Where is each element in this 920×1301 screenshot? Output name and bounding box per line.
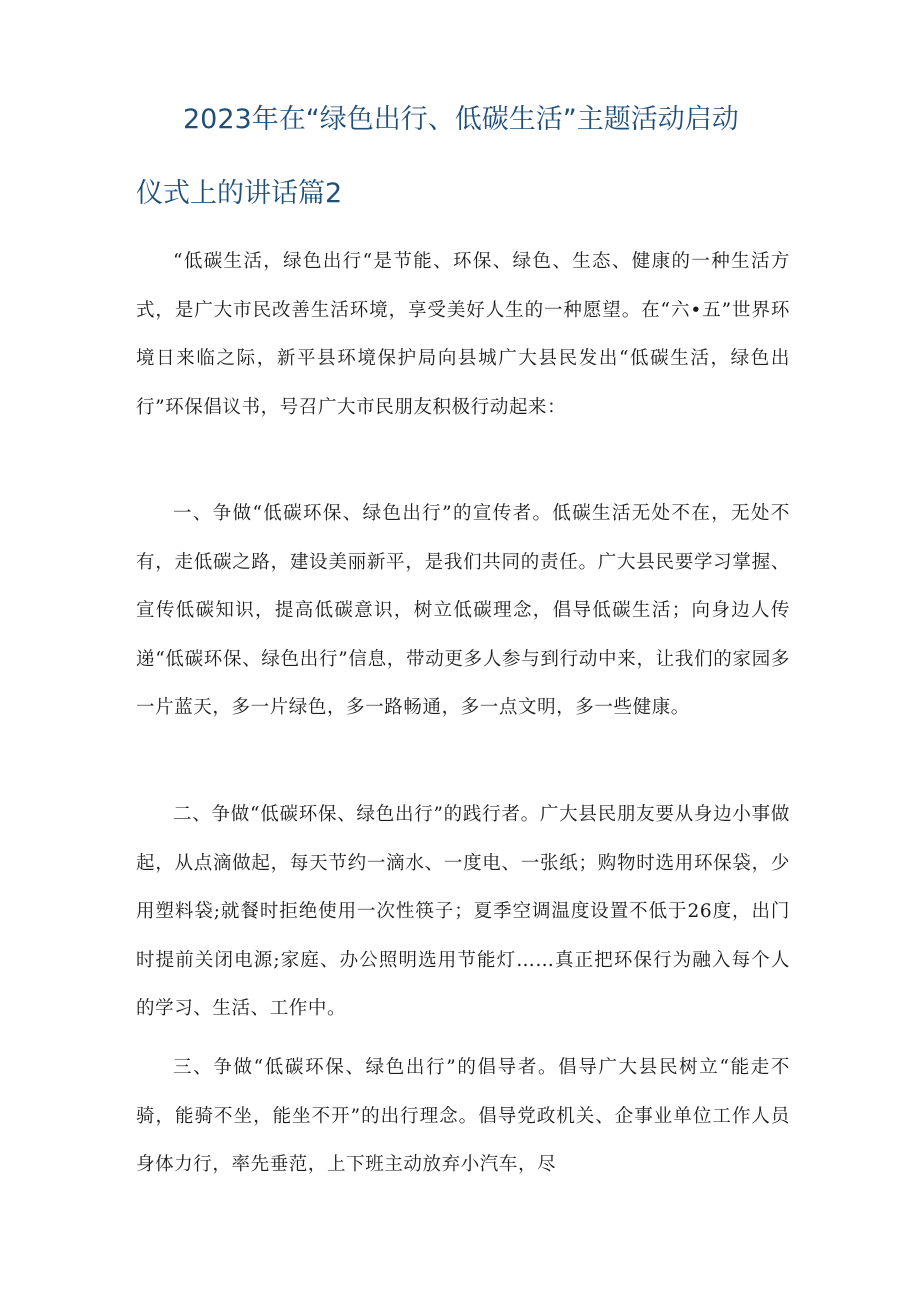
paragraph-intro: “低碳生活，绿色出行“是节能、环保、绿色、生态、健康的一种生活方式，是广大市民改善生活环境，享受美好人生的一种愿望。在“六•五”世界环境日来临之际，新平县环境保护局向县城广大县民发出“低碳生活，绿色出行”环保倡议书，号召广大市民朋友积极行动起来： [136, 251, 790, 418]
paragraph-section-2: 二、争做“低碳环保、绿色出行”的践行者。广大县民朋友要从身边小事做起，从点滴做起，每天节约一滴水、一度电、一张纸；购物时选用环保袋，少用塑料袋;就餐时拒绝使用一次性筷子；夏季空调温度设置不低于26度，出门时提前关闭电源;家庭、办公照明选用节能灯……真正把环保行为融入每个人的学习、生活、工作中。 [136, 804, 790, 1019]
paragraph-section-3: 三、争做“低碳环保、绿色出行”的倡导者。倡导广大县民树立“能走不骑，能骑不坐，能坐不开”的出行理念。倡导党政机关、企事业单位工作人员身体力行，率先垂范，上下班主动放弃小汽车，尽 [136, 1057, 790, 1175]
paragraph-section-1: 一、争做“低碳环保、绿色出行”的宣传者。低碳生活无处不在，无处不有，走低碳之路，建设美丽新平，是我们共同的责任。广大县民要学习掌握、宣传低碳知识，提高低碳意识，树立低碳理念，倡导低碳生活；向身边人传递“低碳环保、绿色出行”信息，带动更多人参与到行动中来，让我们的家园多一片蓝天，多一片绿色，多一路畅通，多一点文明，多一些健康。 [136, 503, 790, 718]
document-title-line-2: 仪式上的讲话篇2 [136, 178, 343, 209]
document-title-line-1: 2023年在“绿色出行、低碳生活”主题活动启动 [183, 104, 739, 135]
